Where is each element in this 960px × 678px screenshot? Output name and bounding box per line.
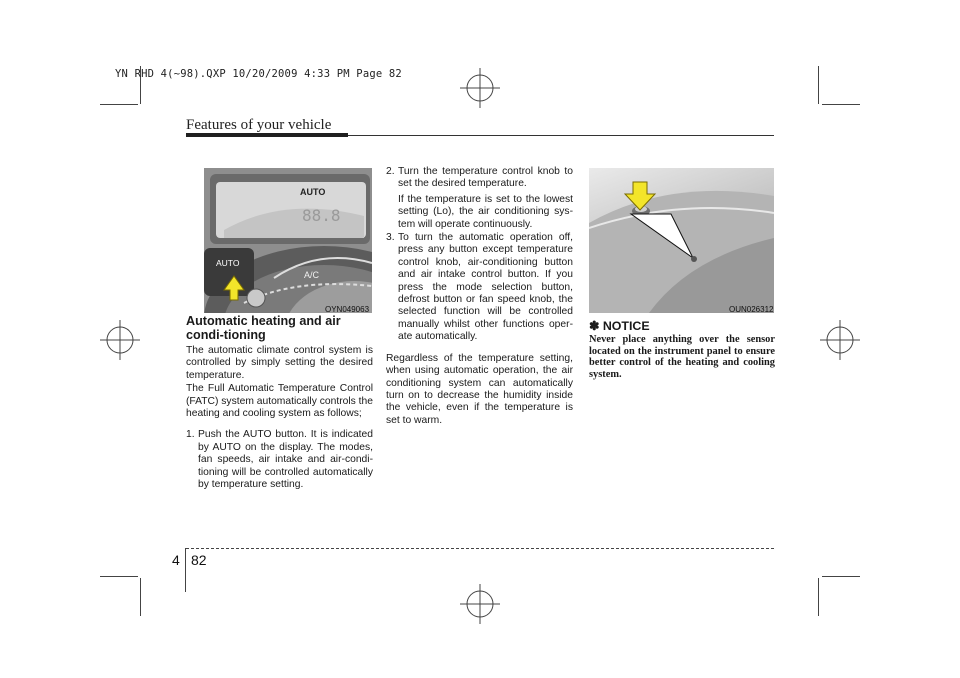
step-item	[386, 166, 573, 191]
header-rule	[348, 135, 774, 136]
paragraph: The automatic climate control system is controlled by simply setting the desired temperature.	[186, 345, 373, 381]
step-note: If the temperature is set to the lowest setting (Lo), the air conditioning sys-tem will operate continuously.	[398, 193, 573, 230]
climate-panel-illustration	[204, 168, 372, 313]
step-number: 1.	[186, 429, 195, 441]
header-bar	[186, 133, 348, 137]
display-digits: 88.8	[302, 206, 341, 225]
step-item	[386, 232, 573, 344]
step-item	[186, 429, 373, 491]
crop-mark	[100, 576, 138, 577]
chapter-number: 4	[172, 552, 180, 568]
paragraph: The Full Automatic Temperature Control (FATC) system automatically controls the heating and cooling system as follows;	[186, 383, 373, 420]
auto-button: AUTO	[216, 258, 240, 268]
crop-mark	[818, 578, 819, 616]
column-left	[186, 315, 373, 491]
step-text: Push the AUTO button. It is indicated by AUTO on the display. The modes, fan speeds, air intake and air-condi-tioning will be controlled automatically by temperature setting.	[198, 429, 373, 491]
sensor-illustration	[589, 168, 774, 313]
page-header-title: Features of your vehicle	[186, 117, 332, 133]
column-middle	[386, 166, 573, 428]
notice-box	[589, 318, 775, 380]
step-text: Turn the temperature control knob to set the desired temperature.	[398, 166, 573, 190]
climate-panel-photo	[204, 168, 372, 313]
paragraph: Regardless of the temperature setting, when using automatic operation, the air conditioning system can automatically turn on to decrease the humidity inside the vehicle, even if the temperature is set to warm.	[386, 352, 573, 426]
crop-mark	[822, 104, 860, 105]
figure1-code: OYN049063	[325, 305, 370, 314]
step-text: To turn the automatic operation off, press any button except temperature control knob, air-conditioning button and air intake control button. If you press the mode selection button, defrost button or fan speed knob, the selected function will be controlled manually whilst other functions oper-ate automatically.	[398, 232, 573, 343]
footer-divider	[185, 548, 186, 592]
crop-mark	[818, 66, 819, 104]
page-number: 82	[191, 552, 207, 568]
footer-rule	[186, 548, 774, 549]
figure2-code: OUN026312	[729, 305, 774, 314]
ac-button: A/C	[304, 270, 320, 280]
crop-mark	[100, 104, 138, 105]
notice-body: Never place anything over the sensor located on the instrument panel to ensure better control of the heating and cooling system.	[589, 334, 775, 380]
step-number: 3.	[386, 232, 395, 244]
display-auto-label: AUTO	[300, 187, 326, 197]
print-slug: YN RHD 4(~98).QXP 10/20/2009 4:33 PM Page 82	[115, 68, 402, 80]
registration-mark	[458, 582, 502, 626]
registration-mark	[818, 318, 862, 362]
registration-mark	[458, 66, 502, 110]
section-heading: Automatic heating and air condi-tioning	[186, 314, 341, 342]
notice-title: ✽ NOTICE	[589, 319, 650, 333]
sensor-photo	[589, 168, 774, 313]
step-number: 2.	[386, 166, 395, 177]
crop-mark	[822, 576, 860, 577]
crop-mark	[140, 578, 141, 616]
registration-mark	[98, 318, 142, 362]
